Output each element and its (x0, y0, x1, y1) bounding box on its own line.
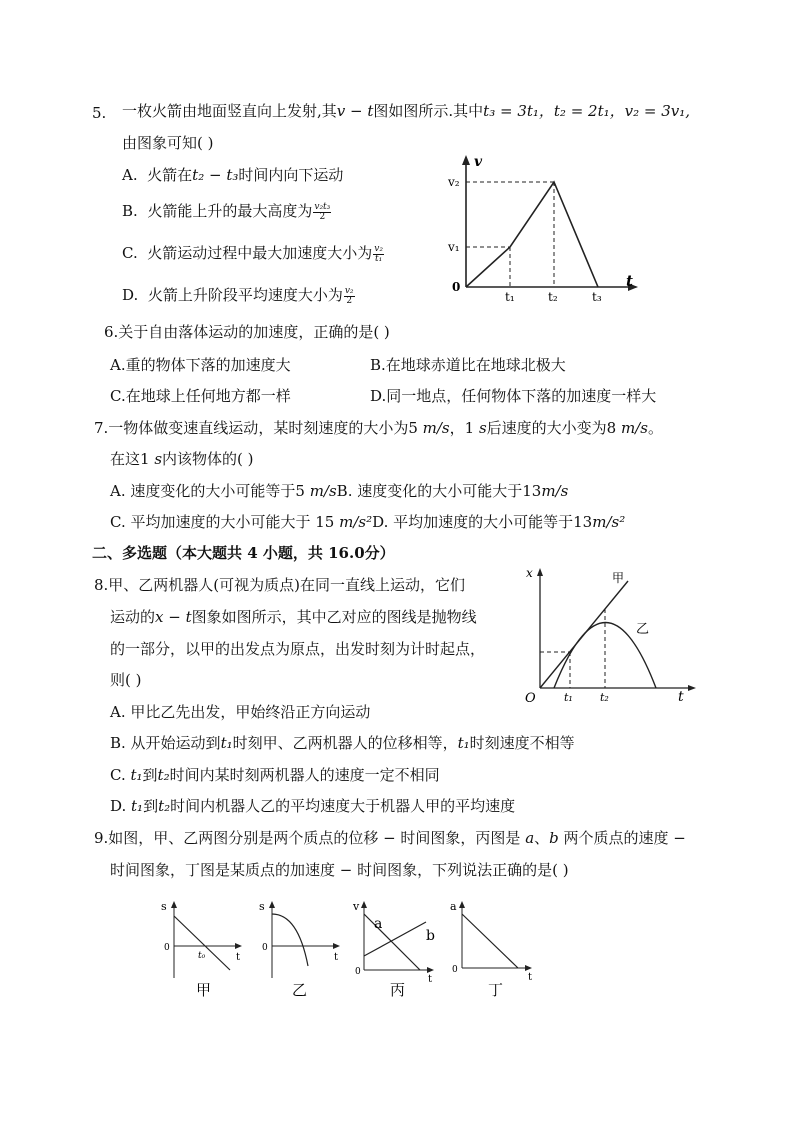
q9-graph-bing (352, 900, 442, 1000)
q5-option-b-text: 火箭能上升的最大高度为 (147, 202, 313, 220)
q9-yi-origin: 0 (262, 943, 268, 953)
q9-ding-caption: 丁 (488, 981, 504, 999)
q5-origin-label: 0 (452, 280, 461, 294)
q9-bing-line-a (364, 914, 420, 970)
q9-ding-y-arrow (459, 901, 465, 908)
q7-stem2-unit: s (154, 450, 163, 468)
q7-option-c-unit: m/s² (339, 513, 373, 531)
q8-option-c-label: C. (110, 766, 131, 784)
q8-t-axis-arrow (688, 685, 696, 691)
q5-option-a-interval: t₂ − t₃ (192, 166, 239, 184)
q8-line2-xt: x − t (155, 608, 192, 626)
q9-line1-sep: 、 (534, 829, 550, 847)
q8-option-d-to: 到 (143, 797, 159, 815)
q9-line1-text-a: 9.如图，甲、乙两图分别是两个质点的位移 − 时间图象，丙图是 (94, 829, 526, 847)
q9-graph-jia (160, 900, 250, 1000)
q5-t-axis-label: t (626, 272, 633, 290)
q8-option-b (110, 733, 575, 753)
q9-jia-caption: 甲 (196, 981, 212, 999)
q5-option-d-fraction (344, 287, 355, 306)
q5-option-c-text: 火箭运动过程中最大加速度大小为 (147, 244, 373, 262)
q7-option-d-unit: m/s² (592, 513, 626, 531)
q9-bing-t-label: t (428, 974, 433, 985)
q6-option-c: C.在地球上任何地方都一样 (110, 387, 291, 405)
q8-option-c-to: 到 (142, 766, 158, 784)
q9-jia-t0: t₀ (198, 951, 206, 961)
q5-t3-label: t₃ (592, 290, 602, 304)
q8-option-c (110, 765, 440, 785)
q5-stem-text-a: 一枚火箭由地面竖直向上发射,其 (122, 102, 337, 120)
q5-vt-graph (444, 152, 644, 302)
q9-line1-text-e: 两个质点的速度 − (558, 829, 686, 847)
q9-line1-b: b (549, 829, 559, 847)
q8-option-b-t1: t₁ (220, 734, 233, 752)
q8-t1-label: t₁ (564, 691, 573, 704)
q9-yi-y-label: s (259, 900, 265, 913)
q9-line2: 时间图象，丁图是某质点的加速度 − 时间图象，下列说法正确的是( ) (110, 861, 569, 879)
q7-stem-text-c: ，1 (449, 419, 479, 437)
q9-yi-t-label: t (334, 952, 339, 963)
q9-ding-y-label: a (450, 900, 457, 913)
q5-option-b (122, 201, 332, 222)
q5-option-d-text: 火箭上升阶段平均速度大小为 (147, 286, 343, 304)
q5-option-a-text: 火箭在 (147, 166, 193, 184)
q5-t1-label: t₁ (505, 290, 515, 304)
q5-option-d (122, 285, 356, 306)
q9-yi-caption: 乙 (292, 981, 308, 999)
q8-option-b-text-a: B. 从开始运动到 (110, 734, 221, 752)
q5-velocity-line (466, 182, 598, 287)
q9-jia-t-arrow (235, 943, 242, 949)
q7-stem-text-e: 后速度的大小变为8 (486, 419, 621, 437)
q5-v2-label: v₂ (448, 175, 460, 189)
q5-v-axis-label: v (474, 154, 483, 170)
q5-stem-vt: v − t (336, 102, 374, 120)
q7-option-c-text: C. 平均加速度的大小可能大于 15 (110, 513, 340, 531)
q7-stem-line1 (94, 418, 663, 438)
q5-v-axis-arrow (462, 155, 470, 165)
q9-bing-origin: 0 (355, 967, 361, 977)
q7-option-a-unit: m/s (309, 482, 337, 500)
q7-option-b-text: B. 速度变化的大小可能大于13 (336, 482, 542, 500)
q8-x-axis-label: x (526, 566, 533, 580)
q5-option-d-label: D. (122, 286, 139, 304)
q5-stem-line2: 由图象可知( ) (122, 134, 214, 152)
q9-jia-y-label: s (161, 900, 167, 913)
q7-options-ab (110, 481, 568, 501)
q8-x-axis-arrow (537, 568, 543, 576)
q7-stem-text-a: 7.一物体做变速直线运动，某时刻速度的大小为5 (94, 419, 423, 437)
q5-option-a-label: A. (122, 166, 138, 184)
q5-v1-label: v₁ (448, 240, 460, 254)
q5-option-d-den: 2 (346, 295, 353, 306)
q9-jia-t-label: t (236, 952, 241, 963)
q9-jia-y-arrow (171, 901, 177, 908)
q7-unit-2: m/s (620, 419, 648, 437)
q5-option-a (122, 165, 343, 185)
q9-ding-t-label: t (528, 972, 533, 983)
q9-bing-b-label: b (426, 928, 435, 944)
q7-stem-text-g: 。 (647, 419, 663, 437)
q8-option-a: A. 甲比乙先出发，甲始终沿正方向运动 (110, 703, 371, 721)
q8-line2 (110, 607, 477, 627)
q9-graph-yi (258, 900, 348, 1000)
q9-ding-line (462, 914, 518, 968)
q8-option-d (110, 796, 515, 816)
q7-unit-1: m/s (422, 419, 450, 437)
q5-option-b-fraction (313, 203, 331, 222)
q9-yi-y-arrow (269, 901, 275, 908)
q8-option-b-text-e: 时刻速度不相等 (469, 734, 575, 752)
q8-line4: 则( ) (110, 671, 142, 689)
q9-jia-line (174, 916, 230, 970)
q9-ding-t-arrow (525, 965, 532, 971)
q6-stem: 6.关于自由落体运动的加速度，正确的是( ) (104, 323, 390, 341)
q5-stem-text-c: 图如图所示.其中 (373, 102, 484, 120)
section-2-heading: 二、多选题（本大题共 4 小题，共 16.0分） (92, 544, 395, 562)
q9-jia-origin: 0 (164, 943, 170, 953)
q6-option-d: D.同一地点，任何物体下落的加速度一样大 (370, 387, 657, 405)
q5-stem-conditions: t₃ = 3t₁，t₂ = 2t₁，v₂ = 3v₁, (483, 102, 691, 120)
q8-line1: 8.甲、乙两机器人(可视为质点)在同一直线上运动，它们 (94, 576, 466, 594)
q8-option-d-text: 时间内机器人乙的平均速度大于机器人甲的平均速度 (170, 797, 516, 815)
q5-option-c-den: t₁ (375, 253, 383, 264)
q8-option-c-t2: t₂ (157, 766, 170, 784)
q7-option-b-unit: m/s (541, 482, 569, 500)
q6-option-a: A.重的物体下落的加速度大 (110, 356, 291, 374)
q7-stem-line2 (110, 449, 254, 469)
q7-options-cd (110, 512, 625, 532)
q8-option-b-t1b: t₁ (457, 734, 470, 752)
q9-bing-a-label: a (374, 916, 383, 932)
q8-option-d-t1: t₁ (131, 797, 144, 815)
q9-graph-ding (448, 900, 538, 1000)
q8-yi-label: 乙 (636, 622, 650, 637)
q8-option-d-label: D. (110, 797, 132, 815)
q6-option-b: B.在地球赤道比在地球北极大 (370, 356, 566, 374)
q9-yi-t-arrow (333, 943, 340, 949)
q5-t2-label: t₂ (548, 290, 558, 304)
q8-origin-label: O (525, 691, 536, 706)
q9-ding-origin: 0 (452, 965, 458, 975)
q8-option-c-t1: t₁ (130, 766, 143, 784)
q8-line2-text-c: 图象如图所示，其中乙对应的图线是抛物线 (191, 608, 477, 626)
q8-option-c-text: 时间内某时刻两机器人的速度一定不相同 (169, 766, 440, 784)
q5-option-b-den: 2 (319, 211, 326, 222)
q9-line1-a: a (525, 829, 535, 847)
q7-unit-s: s (478, 419, 487, 437)
q7-option-d-text: D. 平均加速度的大小可能等于13 (372, 513, 593, 531)
q9-bing-caption: 丙 (390, 981, 406, 999)
q7-option-a-text: A. 速度变化的大小可能等于5 (110, 482, 310, 500)
q5-option-c-label: C. (122, 244, 138, 262)
q8-jia-label: 甲 (612, 571, 625, 585)
q9-line1 (94, 828, 686, 848)
q5-number: 5. (92, 104, 107, 122)
q5-option-b-num: v₂t₃ (314, 201, 331, 212)
q8-xt-graph (512, 563, 702, 706)
q9-bing-t-arrow (427, 967, 434, 973)
q7-stem2-text-a: 在这1 (110, 450, 155, 468)
q5-option-c (122, 243, 385, 264)
q5-option-a-text2: 时间内向下运动 (238, 166, 344, 184)
q5-option-d-num: v₂ (344, 285, 354, 296)
q8-t-axis-label: t (678, 689, 684, 705)
q8-t2-label: t₂ (600, 691, 609, 704)
q5-option-c-fraction (373, 245, 384, 264)
q7-stem2-text-c: 内该物体的( ) (162, 450, 254, 468)
q9-bing-y-arrow (361, 901, 367, 908)
q8-option-d-t2: t₂ (158, 797, 171, 815)
q9-bing-y-label: v (353, 900, 360, 913)
q5-option-b-label: B. (122, 202, 138, 220)
q8-line3: 的一部分，以甲的出发点为原点，出发时刻为计时起点， (110, 640, 486, 658)
q9-yi-curve (272, 914, 308, 966)
q5-option-c-num: v₂ (374, 243, 383, 254)
q5-stem-line1 (122, 101, 690, 121)
q8-option-b-text-c: 时刻甲、乙两机器人的位移相等， (232, 734, 458, 752)
q8-line2-text-a: 运动的 (110, 608, 156, 626)
